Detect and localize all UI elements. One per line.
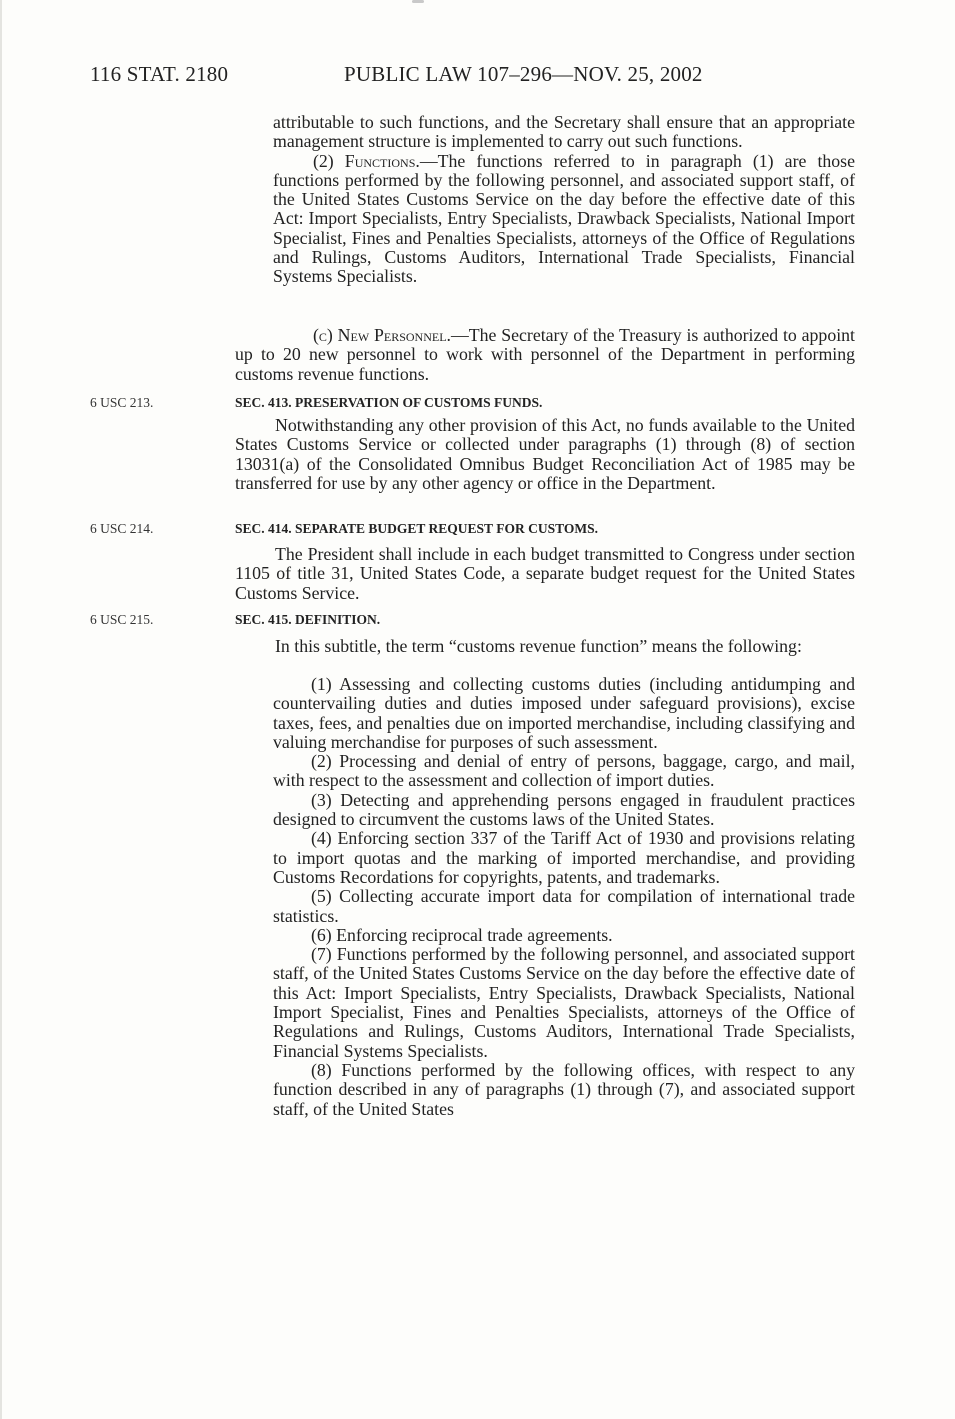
statute-page-number: 116 STAT. 2180 xyxy=(90,62,229,86)
page-edge xyxy=(0,0,2,1419)
definition-item: (3) Detecting and apprehending persons engaged in fraudulent practices designed to circumvent the customs laws of the United States. xyxy=(273,789,855,830)
definition-item: (2) Processing and denial of entry of persons, baggage, cargo, and mail, with respect to the assessment and collection of import duties. xyxy=(273,751,855,791)
sec-413-body xyxy=(235,416,855,493)
public-law-citation: PUBLIC LAW 107–296—NOV. 25, 2002 xyxy=(344,62,703,86)
definition-item: (4) Enforcing section 337 of the Tariff Act of 1930 and provisions relating to import quotas and the marking of imported merchandise, and providing Customs Recordations for copyrights, patents, and trademarks. xyxy=(273,828,855,887)
sec-415-items xyxy=(273,675,855,1119)
sec-414-text: The President shall include in each budget transmitted to Congress under section 1105 of title 31, United States Code, a separate budget request for the United States Customs Service. xyxy=(235,544,855,603)
sec-415-intro-block xyxy=(235,637,855,656)
definition-item: (8) Functions performed by the following offices, with respect to any function described in any of paragraphs (1) through (7), and associated support staff, of the United States xyxy=(273,1059,855,1119)
margin-note-214: 6 USC 214. xyxy=(90,521,154,536)
sec-413-heading: SEC. 413. PRESERVATION OF CUSTOMS FUNDS. xyxy=(235,395,543,410)
functions-text: .—The functions referred to in paragraph (1) are those functions performed by the following personnel, and associated support staff, of the United States Customs Service on the day before the effective date of this Act: Import Specialists, Entry Specialists, Drawback Specialists, National Import Specialist, Fines and Penalties Specialists, attorneys of the Office of Regulations and Rulings, Customs Auditors, International Trade Specialists, Financial Systems Specialists. xyxy=(273,150,855,287)
new-personnel-text: .—The Secretary of the Treasury is authorized to appoint up to 20 new personnel to work with personnel of the Department in performing customs revenue functions. xyxy=(235,325,855,384)
page-header xyxy=(90,62,770,92)
margin-note-215: 6 USC 215. xyxy=(90,612,154,627)
new-personnel-paragraph xyxy=(235,326,855,384)
definition-item: (7) Functions performed by the following personnel, and associated support staff, of the United States Customs Service on the day before the effective date of this Act: Import Specialists, Entry Specialists, Drawback Specialists, National Import Specialist, Fines and Penalties Specialists, attorneys of the Office of Regulations and Rulings, Customs Auditors, International Trade Specialists, Financial Systems Specialists. xyxy=(273,944,855,1061)
scan-mark xyxy=(412,0,424,3)
sec-414-heading: SEC. 414. SEPARATE BUDGET REQUEST FOR CUSTOMS. xyxy=(235,521,598,536)
functions-paragraph xyxy=(273,152,855,287)
functions-label: (2) Functions xyxy=(313,150,416,171)
new-personnel-block xyxy=(235,326,855,384)
definition-item: (1) Assessing and collecting customs duties (including antidumping and countervailing duties and duties imposed under safeguard provisions), excise taxes, fees, and penalties due on imported merchandise, including classifying and valuing merchandise for purposes of such assessment. xyxy=(273,674,855,752)
definition-item: (5) Collecting accurate import data for compilation of international trade statistics. xyxy=(273,886,855,926)
intro-paragraph: attributable to such functions, and the Secretary shall ensure that an appropriate management structure is implemented to carry out such functions. xyxy=(273,112,855,152)
sec-414-body xyxy=(235,545,855,603)
sec-415-heading: SEC. 415. DEFINITION. xyxy=(235,612,381,627)
definition-item: (6) Enforcing reciprocal trade agreements. xyxy=(311,924,613,945)
new-personnel-label: (c) New Personnel xyxy=(313,325,447,345)
continuation-block xyxy=(273,113,855,287)
sec-413-text: Notwithstanding any other provision of this Act, no funds available to the United States Customs Service or collected under paragraphs (1) through (8) of section 13031(a) of the Consolidated Omnibus Budget Reconciliation Act of 1985 may be transferred for use by any other agency or office in the Department. xyxy=(235,415,855,493)
sec-415-intro: In this subtitle, the term “customs revenue function” means the following: xyxy=(275,636,802,656)
margin-note-213: 6 USC 213. xyxy=(90,395,154,410)
